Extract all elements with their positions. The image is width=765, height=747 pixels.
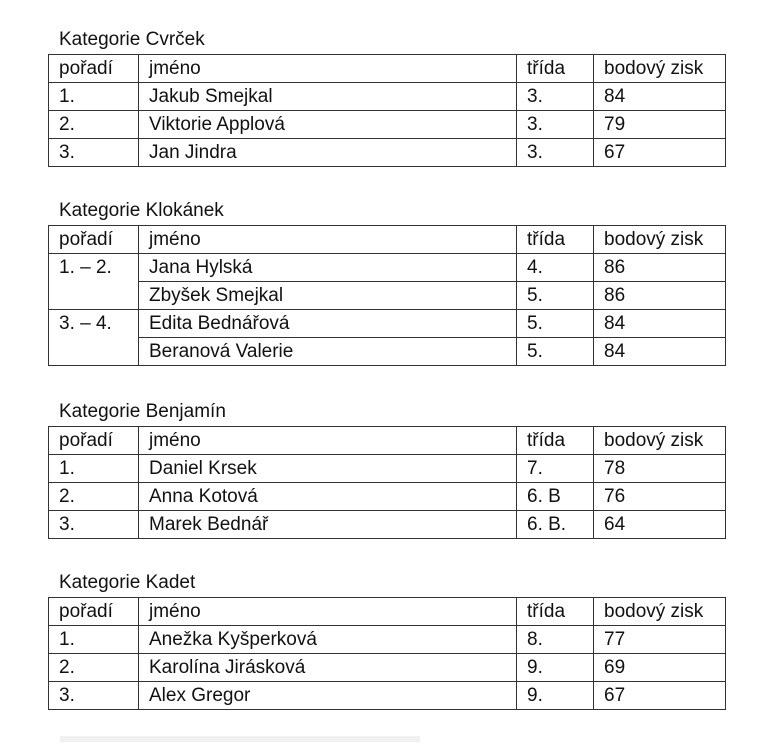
- table-row: [49, 338, 726, 366]
- header-class: třída: [517, 226, 594, 254]
- rank-cell: 2.: [49, 654, 139, 682]
- header-class: třída: [517, 598, 594, 626]
- rank-cell: 3.: [49, 682, 139, 710]
- header-points: bodový zisk: [594, 427, 726, 455]
- category-section-cvrcek: [48, 26, 725, 167]
- rank-cell: 1.: [49, 83, 139, 111]
- header-class: třída: [517, 55, 594, 83]
- name-cell: Karolína Jirásková: [139, 654, 517, 682]
- rank-cell: 1. – 2.: [49, 254, 139, 310]
- name-cell: Jan Jindra: [139, 139, 517, 167]
- table-row: [49, 254, 726, 282]
- name-cell: Anežka Kyšperková: [139, 626, 517, 654]
- class-cell: 6. B: [517, 483, 594, 511]
- header-name: jméno: [139, 226, 517, 254]
- name-cell: Anna Kotová: [139, 483, 517, 511]
- name-cell: Daniel Krsek: [139, 455, 517, 483]
- name-cell: Marek Bednář: [139, 511, 517, 539]
- results-document: [48, 26, 725, 710]
- class-cell: 7.: [517, 455, 594, 483]
- name-cell: Viktorie Applová: [139, 111, 517, 139]
- table-row: [49, 654, 726, 682]
- header-name: jméno: [139, 427, 517, 455]
- header-points: bodový zisk: [594, 598, 726, 626]
- category-title: Kategorie Kadet: [59, 572, 196, 593]
- table-row: [49, 626, 726, 654]
- rank-cell: 2.: [49, 483, 139, 511]
- header-name: jméno: [139, 55, 517, 83]
- header-rank: pořadí: [49, 226, 139, 254]
- rank-cell: 2.: [49, 111, 139, 139]
- class-cell: 5.: [517, 310, 594, 338]
- points-cell: 69: [594, 654, 726, 682]
- class-cell: 5.: [517, 282, 594, 310]
- points-cell: 86: [594, 282, 726, 310]
- results-table: [48, 54, 726, 167]
- name-cell: Beranová Valerie: [139, 338, 517, 366]
- class-cell: 3.: [517, 111, 594, 139]
- header-rank: pořadí: [49, 598, 139, 626]
- table-header-row: [49, 55, 726, 83]
- class-cell: 9.: [517, 654, 594, 682]
- class-cell: 6. B.: [517, 511, 594, 539]
- category-section-kadet: [48, 569, 725, 710]
- points-cell: 64: [594, 511, 726, 539]
- table-row: [49, 282, 726, 310]
- name-cell: Alex Gregor: [139, 682, 517, 710]
- category-section-benjamin: [48, 398, 725, 539]
- points-cell: 76: [594, 483, 726, 511]
- rank-cell: 3.: [49, 511, 139, 539]
- category-section-klokanek: [48, 197, 725, 366]
- table-row: [49, 139, 726, 167]
- table-row: [49, 682, 726, 710]
- category-title: Kategorie Klokánek: [59, 200, 224, 221]
- points-cell: 79: [594, 111, 726, 139]
- header-points: bodový zisk: [594, 55, 726, 83]
- points-cell: 84: [594, 310, 726, 338]
- table-row: [49, 310, 726, 338]
- header-class: třída: [517, 427, 594, 455]
- points-cell: 77: [594, 626, 726, 654]
- points-cell: 84: [594, 83, 726, 111]
- table-header-row: [49, 427, 726, 455]
- table-row: [49, 511, 726, 539]
- results-table: [48, 597, 726, 710]
- table-row: [49, 111, 726, 139]
- name-cell: Jakub Smejkal: [139, 83, 517, 111]
- table-row: [49, 483, 726, 511]
- class-cell: 5.: [517, 338, 594, 366]
- class-cell: 3.: [517, 83, 594, 111]
- name-cell: Edita Bednářová: [139, 310, 517, 338]
- table-header-row: [49, 598, 726, 626]
- rank-cell: 1.: [49, 455, 139, 483]
- header-rank: pořadí: [49, 427, 139, 455]
- header-name: jméno: [139, 598, 517, 626]
- category-title: Kategorie Cvrček: [59, 29, 205, 50]
- table-row: [49, 455, 726, 483]
- class-cell: 4.: [517, 254, 594, 282]
- category-title: Kategorie Benjamín: [59, 401, 226, 422]
- results-table: [48, 225, 726, 366]
- class-cell: 3.: [517, 139, 594, 167]
- rank-cell: 3. – 4.: [49, 310, 139, 366]
- name-cell: Jana Hylská: [139, 254, 517, 282]
- class-cell: 8.: [517, 626, 594, 654]
- rank-cell: 1.: [49, 626, 139, 654]
- table-header-row: [49, 226, 726, 254]
- header-points: bodový zisk: [594, 226, 726, 254]
- points-cell: 78: [594, 455, 726, 483]
- class-cell: 9.: [517, 682, 594, 710]
- results-table: [48, 426, 726, 539]
- points-cell: 67: [594, 682, 726, 710]
- name-cell: Zbyšek Smejkal: [139, 282, 517, 310]
- points-cell: 86: [594, 254, 726, 282]
- points-cell: 84: [594, 338, 726, 366]
- rank-cell: 3.: [49, 139, 139, 167]
- table-row: [49, 83, 726, 111]
- points-cell: 67: [594, 139, 726, 167]
- faint-divider: [60, 736, 420, 742]
- header-rank: pořadí: [49, 55, 139, 83]
